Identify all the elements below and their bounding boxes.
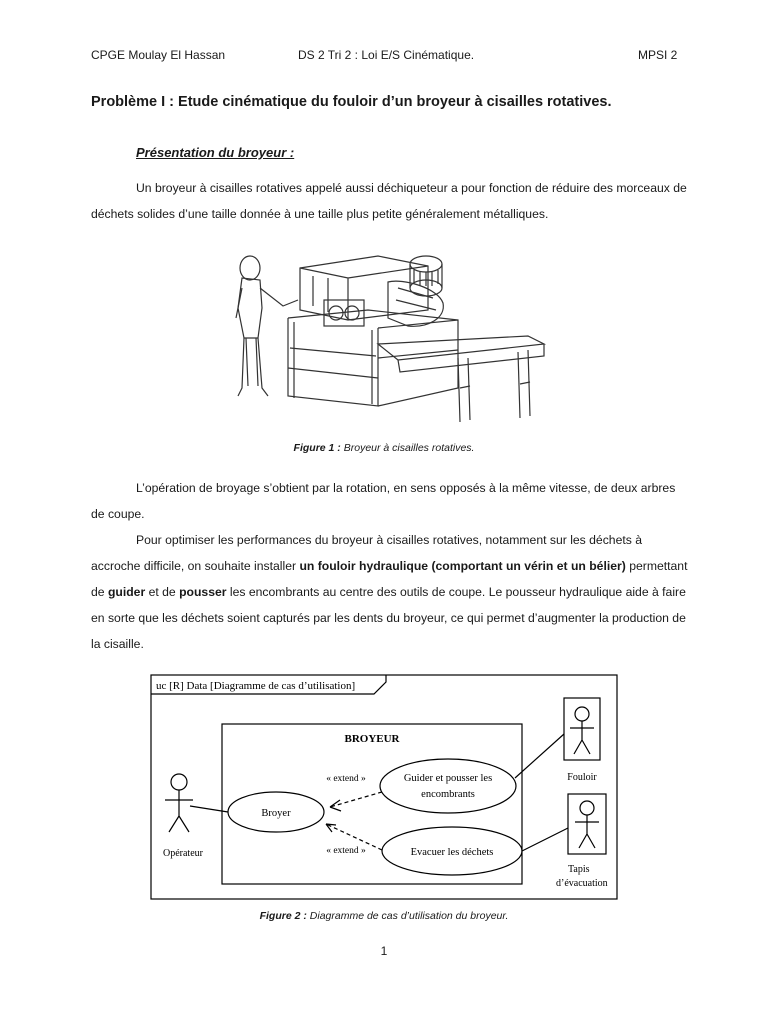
figure-1-caption: Figure 1 : Broyeur à cisailles rotatives. (293, 442, 475, 454)
page-number: 1 (380, 944, 388, 958)
section-heading: Présentation du broyeur : (136, 145, 295, 160)
frame-label: uc [R] Data [Diagramme de cas d’utilisation] (156, 680, 356, 692)
operateur-actor-icon (165, 774, 193, 832)
system-boundary (222, 724, 522, 884)
extend-label-2: « extend » (326, 846, 366, 856)
shredder-illustration (228, 248, 550, 434)
problem-title: Problème I : Etude cinématique du fouloir d’un broyeur à cisailles rotatives. (91, 94, 612, 110)
association-evacuer-tapis (522, 828, 568, 851)
actor-tapis-label-1: Tapis (568, 864, 590, 875)
use-case-broyer-label: Broyer (261, 808, 291, 819)
rotation-paragraph: L’opération de broyage s’obtient par la rotation, en sens opposés à la même vitesse, de deux arbres de coupe. (91, 481, 676, 521)
diagram-frame (151, 675, 617, 899)
use-case-guider-label-1: Guider et pousser les (403, 773, 493, 784)
system-name: BROYEUR (344, 733, 400, 745)
use-case-evacuer-label: Evacuer les déchets (410, 847, 494, 858)
header-exam-title: DS 2 Tri 2 : Loi E/S Cinématique. (298, 48, 475, 62)
header-class: MPSI 2 (638, 48, 678, 62)
extend-label-1: « extend » (326, 774, 366, 784)
conveyor-icon (378, 336, 544, 422)
motor-icon (410, 256, 442, 296)
drive-icon (388, 281, 443, 326)
fouloir-actor-icon (570, 707, 594, 754)
operator-figure-icon (236, 256, 298, 396)
optimisation-paragraph: Pour optimiser les performances du broyeur à cisailles rotatives, notamment sur les déchets à accroche difficile, on souhaite installer un fouloir hydraulique (comportant un vérin et un bélier) permettant de guider et de pousser les encombrants au centre des outils de coupe. Le pousseur hydraulique aide à faire en sorte que les déchets soient capturés par les dents du broyeur, ce qui permet d’augmenter la production de la cisaille. (91, 533, 688, 651)
use-case-guider (380, 759, 516, 813)
actor-operateur-label: Opérateur (163, 848, 203, 859)
intro-paragraph: Un broyeur à cisailles rotatives appelé aussi déchiqueteur a pour fonction de réduire des morceaux de déchets solides d’une taille donnée à une taille plus petite généralement métalliques. (91, 181, 687, 221)
figure-2-caption: Figure 2 : Diagramme de cas d’utilisation du broyeur. (259, 910, 509, 922)
actor-fouloir-label: Fouloir (567, 772, 597, 783)
use-case-guider-label-2: encombrants (421, 789, 475, 800)
extend-dependency-1 (330, 792, 382, 807)
tapis-actor-icon (575, 801, 599, 848)
header-school: CPGE Moulay El Hassan (91, 48, 226, 62)
use-case-diagram (150, 674, 620, 902)
actor-tapis-label-2: d’évacuation (556, 878, 608, 889)
extend-arrowhead-1 (330, 800, 341, 811)
machine-frame-icon (288, 310, 458, 406)
